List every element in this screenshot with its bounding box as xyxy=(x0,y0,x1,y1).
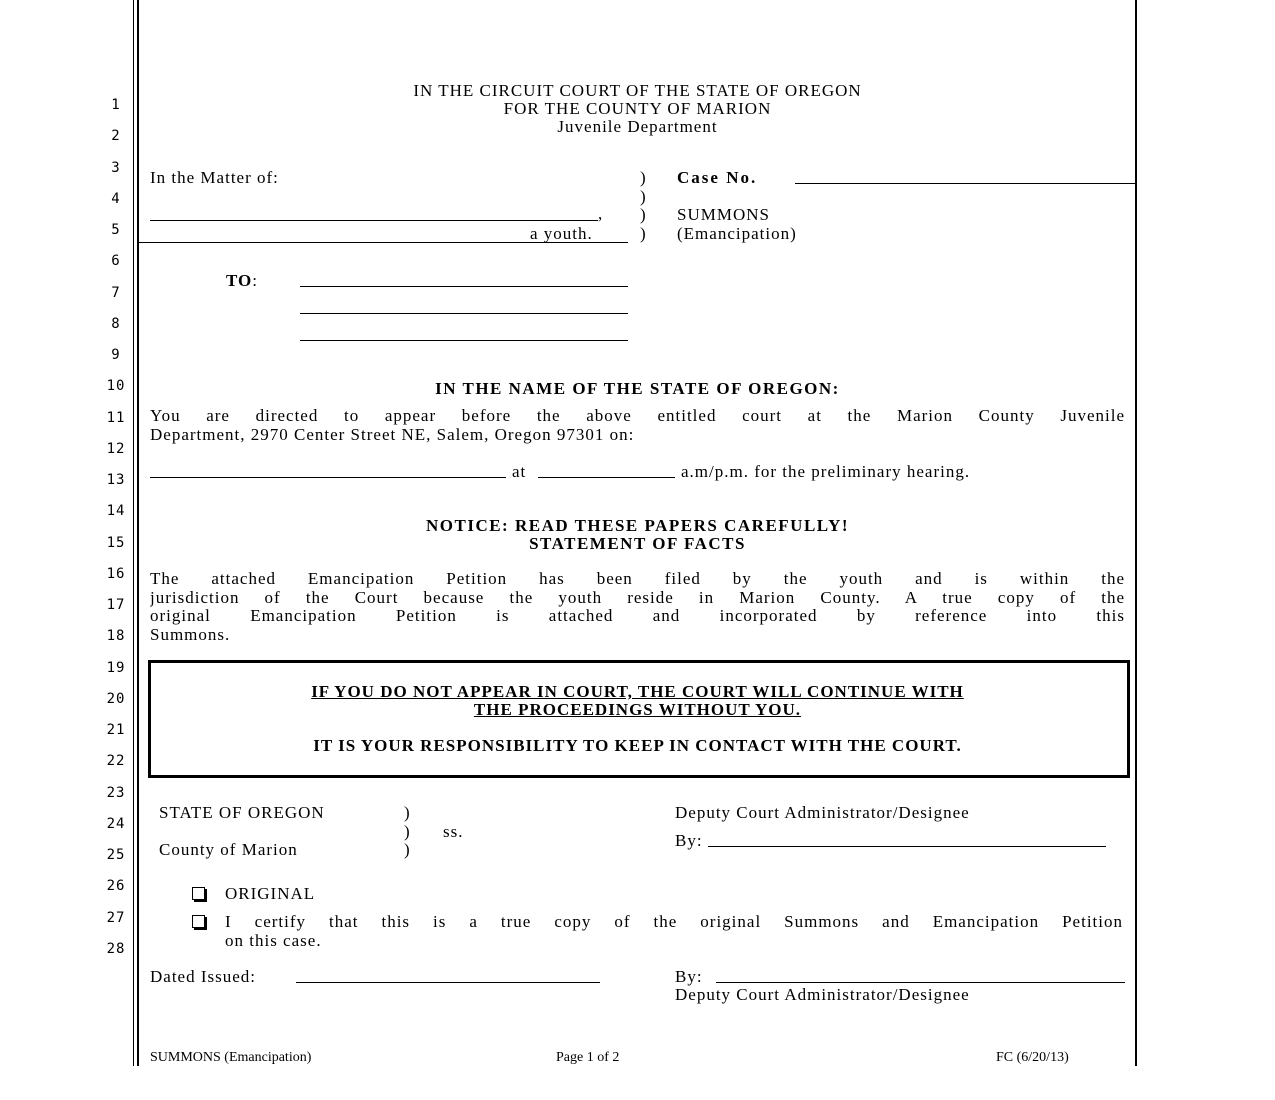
issued-by-label: By: xyxy=(675,967,703,986)
warning-line-1: IF YOU DO NOT APPEAR IN COURT, THE COURT WILL CONTINUE WITH xyxy=(311,682,964,701)
venue-ss: ss. xyxy=(443,822,464,841)
youth-name-field[interactable] xyxy=(150,220,598,221)
recipient-line-1[interactable] xyxy=(300,286,628,287)
original-label: ORIGINAL xyxy=(225,884,316,903)
line-number: 11 xyxy=(106,410,126,426)
line-number: 26 xyxy=(106,878,126,894)
hearing-time-field[interactable] xyxy=(538,477,675,478)
line-number: 14 xyxy=(106,503,126,519)
line-number: 13 xyxy=(106,472,126,488)
venue-paren: ) xyxy=(404,840,410,859)
caption-paren: ) xyxy=(640,205,646,224)
line-number: 27 xyxy=(106,910,126,926)
dated-issued-field[interactable] xyxy=(296,982,600,983)
court-name: IN THE CIRCUIT COURT OF THE STATE OF OREGON xyxy=(413,81,862,100)
hearing-date-field[interactable] xyxy=(150,477,506,478)
caption-paren: ) xyxy=(640,224,646,243)
statement-of-facts-heading: STATEMENT OF FACTS xyxy=(529,534,746,553)
signature-by-label: By: xyxy=(675,831,703,850)
hearing-text: a.m/p.m. for the preliminary hearing. xyxy=(681,462,971,481)
line-number: 12 xyxy=(106,441,126,457)
line-number: 9 xyxy=(111,347,121,363)
line-number: 5 xyxy=(111,222,121,238)
line-number: 8 xyxy=(111,316,121,332)
at-label: at xyxy=(512,462,527,481)
signature-deputy-title: Deputy Court Administrator/Designee xyxy=(675,803,970,822)
state-name-heading: IN THE NAME OF THE STATE OF OREGON: xyxy=(435,379,840,398)
line-number: 24 xyxy=(106,816,126,832)
recipient-line-2[interactable] xyxy=(300,313,628,314)
certify-line-2: on this case. xyxy=(225,931,322,950)
footer-page-number: Page 1 of 2 xyxy=(556,1050,620,1065)
document-subtitle: (Emancipation) xyxy=(677,224,797,243)
directive-line-2: Department, 2970 Center Street NE, Salem, Oregon 97301 on: xyxy=(150,425,635,444)
issued-deputy-title: Deputy Court Administrator/Designee xyxy=(675,985,970,1004)
line-number: 21 xyxy=(106,722,126,738)
line-number: 15 xyxy=(106,535,126,551)
venue-paren: ) xyxy=(404,822,410,841)
left-margin-rule-outer xyxy=(133,0,134,1066)
directive-line-1: You are directed to appear before the above entitled court at the Marion County Juvenile xyxy=(150,407,1125,425)
caption-comma: , xyxy=(598,204,603,223)
line-number: 18 xyxy=(106,628,126,644)
to-label: TO: xyxy=(226,271,258,290)
caption-paren: ) xyxy=(640,187,646,206)
matter-label: In the Matter of: xyxy=(150,168,279,187)
venue-state: STATE OF OREGON xyxy=(159,803,325,822)
line-number: 3 xyxy=(111,160,121,176)
line-number: 25 xyxy=(106,847,126,863)
facts-line-2: jurisdiction of the Court because the youth reside in Marion County. A true copy of the xyxy=(150,589,1125,607)
youth-label: a youth. xyxy=(530,224,593,243)
venue-paren: ) xyxy=(404,803,410,822)
document-title: SUMMONS xyxy=(677,205,770,224)
line-number: 17 xyxy=(106,597,126,613)
original-checkbox[interactable] xyxy=(192,887,205,900)
footer-form-name: SUMMONS (Emancipation) xyxy=(150,1050,312,1065)
line-number: 22 xyxy=(106,753,126,769)
line-number: 4 xyxy=(111,191,121,207)
caption-paren: ) xyxy=(640,168,646,187)
issued-by-field[interactable] xyxy=(716,982,1125,983)
certify-line-1: I certify that this is a true copy of the original Summons and Emancipation Petition xyxy=(225,912,1123,931)
caption-underline xyxy=(138,242,628,243)
facts-line-3: original Emancipation Petition is attached and incorporated by reference into this xyxy=(150,607,1125,625)
case-no-label: Case No. xyxy=(677,168,758,187)
line-number: 23 xyxy=(106,785,126,801)
right-margin-rule xyxy=(1135,0,1137,1066)
notice-heading: NOTICE: READ THESE PAPERS CAREFULLY! xyxy=(425,516,850,535)
case-no-field[interactable] xyxy=(795,183,1135,184)
line-number: 20 xyxy=(106,691,126,707)
dated-issued-label: Dated Issued: xyxy=(150,967,257,986)
signature-field[interactable] xyxy=(708,846,1106,847)
footer-form-code: FC (6/20/13) xyxy=(996,1050,1069,1065)
line-number: 10 xyxy=(106,378,126,394)
line-number: 6 xyxy=(111,253,121,269)
line-number: 1 xyxy=(111,97,121,113)
line-number: 7 xyxy=(111,285,121,301)
warning-line-3: IT IS YOUR RESPONSIBILITY TO KEEP IN CONTACT WITH THE COURT. xyxy=(313,736,962,755)
certify-checkbox[interactable] xyxy=(192,915,205,928)
warning-line-2: THE PROCEEDINGS WITHOUT YOU. xyxy=(473,700,802,719)
recipient-line-3[interactable] xyxy=(300,340,628,341)
line-number: 16 xyxy=(106,566,126,582)
line-number: 19 xyxy=(106,660,126,676)
left-margin-rule-inner xyxy=(137,0,139,1066)
line-number: 28 xyxy=(106,941,126,957)
facts-line-4: Summons. xyxy=(150,625,231,644)
venue-county: County of Marion xyxy=(159,840,298,859)
county-name: FOR THE COUNTY OF MARION xyxy=(503,99,772,118)
line-number: 2 xyxy=(111,128,121,144)
facts-line-1: The attached Emancipation Petition has been filed by the youth and is within the xyxy=(150,570,1125,588)
department-name: Juvenile Department xyxy=(557,117,718,136)
